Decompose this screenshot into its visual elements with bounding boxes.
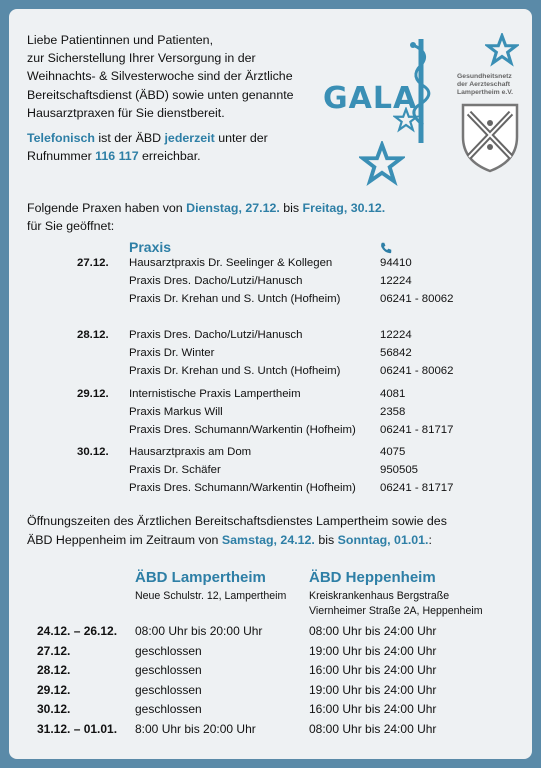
hours-date: 24.12. – 26.12. <box>37 624 118 638</box>
practice-row <box>9 403 532 421</box>
practice-row <box>9 479 532 497</box>
weekend-text-part: : <box>428 533 432 547</box>
practice-row <box>9 254 532 272</box>
hours-lampertheim: geschlossen <box>135 682 202 697</box>
hotline-text-part: ist der ÄBD <box>94 131 165 145</box>
hotline-emphasis: jederzeit <box>164 131 215 145</box>
hours-heppenheim: 08:00 Uhr bis 24:00 Uhr <box>309 721 437 736</box>
practice-row <box>9 443 532 461</box>
day-block <box>9 254 532 309</box>
hours-date: 31.12. – 01.01. <box>37 721 118 736</box>
practice-name: Praxis Dr. Krehan und S. Untch (Hofheim) <box>129 293 341 306</box>
practice-row <box>9 290 532 308</box>
practice-phone: 06241 - 80062 <box>380 293 454 306</box>
hotline-text-part: unter der <box>214 131 268 145</box>
star-icon <box>359 141 405 187</box>
association-line: Lampertheim e.V. <box>457 89 514 96</box>
day-block <box>9 443 532 498</box>
period-text <box>27 199 527 235</box>
practice-row <box>9 272 532 290</box>
practice-name: Praxis Dres. Schumann/Warkentin (Hofheim) <box>129 482 356 495</box>
hours-lampertheim: 8:00 Uhr bis 20:00 Uhr <box>135 721 256 736</box>
weekend-text <box>27 512 527 550</box>
praxis-column-header: Praxis <box>129 239 172 255</box>
hours-date: 27.12. <box>37 643 71 658</box>
weekend-start: Samstag, 24.12. <box>221 533 315 547</box>
practice-name: Hausarztpraxis Dr. Seelinger & Kollegen <box>129 257 333 269</box>
period-end: Freitag, 30.12. <box>302 201 386 215</box>
hours-lampertheim: geschlossen <box>135 663 202 678</box>
flyer-card <box>9 9 532 759</box>
day-block <box>9 326 532 381</box>
practice-name: Praxis Dres. Dacho/Lutzi/Hanusch <box>129 329 303 341</box>
hours-row <box>9 644 532 664</box>
practice-row <box>9 385 532 403</box>
hours-lampertheim: geschlossen <box>135 702 202 717</box>
practice-name: Praxis Dres. Dacho/Lutzi/Hanusch <box>129 275 303 288</box>
practice-phone: 2358 <box>380 406 406 419</box>
hours-lampertheim: geschlossen <box>135 643 202 658</box>
hours-row <box>9 683 532 703</box>
gala-logo <box>309 29 529 199</box>
association-line: der Aerzteschaft <box>457 81 511 88</box>
intro-text <box>27 31 327 122</box>
star-icon <box>393 107 419 133</box>
abd-lampertheim-title: ÄBD Lampertheim <box>135 569 266 586</box>
hours-date: 28.12. <box>37 663 71 678</box>
hours-row <box>9 624 532 644</box>
practice-name: Praxis Dr. Krehan und S. Untch (Hofheim) <box>129 365 341 378</box>
day-date: 30.12. <box>77 446 109 458</box>
practice-phone: 4075 <box>380 446 406 458</box>
hours-heppenheim: 19:00 Uhr bis 24:00 Uhr <box>309 643 437 658</box>
day-date: 28.12. <box>77 329 109 341</box>
period-text-part: für Sie geöffnet: <box>27 219 115 233</box>
practice-phone: 06241 - 81717 <box>380 424 454 437</box>
practice-phone: 06241 - 80062 <box>380 365 454 378</box>
practice-name: Praxis Dres. Schumann/Warkentin (Hofheim) <box>129 424 356 437</box>
coat-of-arms-icon <box>459 101 521 173</box>
hotline-text-part: erreichbar. <box>138 149 201 164</box>
hours-row <box>9 702 532 722</box>
practice-phone: 4081 <box>380 388 406 400</box>
hotline-text <box>27 129 347 165</box>
period-text-part: Folgende Praxen haben von <box>27 201 187 215</box>
hours-heppenheim: 16:00 Uhr bis 24:00 Uhr <box>309 702 437 717</box>
period-text-part: bis <box>279 201 303 215</box>
period-start: Dienstag, 27.12. <box>186 201 280 215</box>
hours-heppenheim: 19:00 Uhr bis 24:00 Uhr <box>309 682 437 697</box>
abd-heppenheim-title: ÄBD Heppenheim <box>309 569 436 586</box>
abd-heppenheim-address: Viernheimer Straße 2A, Heppenheim <box>309 605 483 617</box>
hours-row <box>9 663 532 683</box>
weekend-end: Sonntag, 01.01. <box>337 533 429 547</box>
phone-icon <box>379 241 393 255</box>
practice-name: Praxis Dr. Schäfer <box>129 464 221 477</box>
star-icon <box>485 33 519 67</box>
association-line: Gesundheitsnetz <box>457 73 512 80</box>
practice-row <box>9 461 532 479</box>
practice-phone: 12224 <box>380 329 412 341</box>
weekend-text-part: Öffnungszeiten des Ärztlichen Bereitschaftsdienstes Lampertheim sowie des <box>27 514 447 528</box>
practice-phone: 94410 <box>380 257 412 269</box>
hours-table <box>9 624 532 742</box>
day-date: 29.12. <box>77 388 109 400</box>
hotline-text-part: Rufnummer <box>27 149 96 164</box>
intro-line: Liebe Patientinnen und Patienten, <box>27 33 214 47</box>
hours-date: 30.12. <box>37 702 71 717</box>
logo-name: GALA <box>323 81 418 116</box>
day-date: 27.12. <box>77 257 109 269</box>
practice-row <box>9 344 532 362</box>
association-name <box>457 73 531 97</box>
hours-row <box>9 722 532 742</box>
practice-name: Praxis Markus Will <box>129 406 223 419</box>
hours-heppenheim: 16:00 Uhr bis 24:00 Uhr <box>309 663 437 678</box>
weekend-text-part: bis <box>314 533 338 547</box>
hotline-emphasis: Telefonisch <box>27 131 95 145</box>
practice-row <box>9 362 532 380</box>
hours-heppenheim: 08:00 Uhr bis 24:00 Uhr <box>309 624 437 638</box>
abd-lampertheim-address: Neue Schulstr. 12, Lampertheim <box>135 590 287 602</box>
practice-row <box>9 326 532 344</box>
practice-name: Hausarztpraxis am Dom <box>129 446 252 458</box>
practice-row <box>9 421 532 439</box>
practice-phone: 12224 <box>380 275 412 288</box>
weekend-text-part: ÄBD Heppenheim im Zeitraum von <box>27 533 222 547</box>
hours-lampertheim: 08:00 Uhr bis 20:00 Uhr <box>135 624 263 638</box>
practice-phone: 950505 <box>380 464 419 477</box>
practice-phone: 56842 <box>380 347 412 360</box>
hours-date: 29.12. <box>37 682 71 697</box>
abd-heppenheim-address: Kreiskrankenhaus Bergstraße <box>309 590 450 602</box>
practice-name: Praxis Dr. Winter <box>129 347 215 360</box>
intro-line: Hausarztpraxen für Sie dienstbereit. <box>27 105 225 120</box>
intro-line: Weihnachts- & Silvesterwoche sind der Ärztliche <box>27 69 293 84</box>
intro-line: Bereitschaftsdienst (ÄBD) sowie unten genannte <box>27 87 294 102</box>
day-block <box>9 385 532 440</box>
hotline-number: 116 117 <box>95 149 139 164</box>
intro-line: zur Sicherstellung Ihrer Versorgung in der <box>27 51 256 66</box>
practice-phone: 06241 - 81717 <box>380 482 454 495</box>
practice-name: Internistische Praxis Lampertheim <box>129 388 301 400</box>
